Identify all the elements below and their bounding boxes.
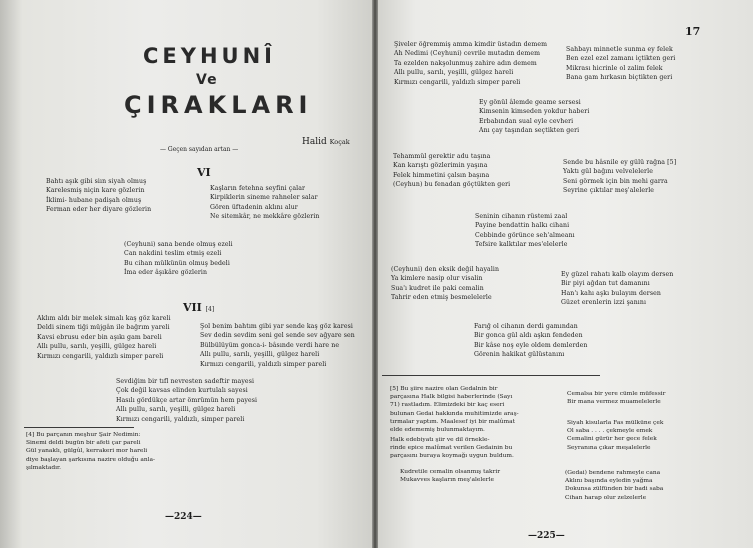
verse-line: Can nakdini teslim etmiş ezeli: [124, 250, 222, 258]
verse-line: Şiveler öğremmiş amma kimdir üstadın demem: [394, 41, 548, 48]
verse-line: (Ceyhuni) den eksik değil hayalin: [391, 266, 500, 273]
verse-line: Sua'ı kudret ile paki cemalin: [391, 284, 484, 292]
verse-line: Felek himmetini çalsın başına: [393, 171, 490, 179]
footnote-line: Bir mana vermez muamelelerle: [567, 399, 661, 406]
footnote-line: Gül yanaklı, gülgûl, kerrakeri mor hareli: [26, 448, 148, 455]
verse-line: Kırmızı cengarili, yaldızlı simper pareli: [394, 78, 521, 86]
footnote-line: diye başlayan şarkısına nazire olduğu anla-: [26, 456, 156, 463]
verse-line: Kırmızı cengarili, yaldızlı, simper pareli: [116, 415, 245, 423]
verse-line: Sev dedin sevdim seni gel sende sev ağyare sen: [200, 332, 355, 340]
page-number-left: —224—: [165, 512, 202, 522]
title-ciraklari: ÇIRAKLARI: [124, 91, 313, 119]
footnote-right-verse-1: [567, 390, 665, 406]
verse-line: Karelesmiş niçin kare gözlerin: [46, 187, 145, 195]
previous-issue-note: — Geçen sayıdan artan —: [160, 146, 239, 153]
footnote-line: parçasına Halk bilgisi haberlerinde (Sayı: [390, 394, 513, 401]
verse-line: Ne sitemkâr, ne mekkâre gözlerin: [210, 213, 320, 221]
section-vii-numeral: VII: [183, 301, 202, 314]
page-number-right: —225—: [528, 531, 565, 541]
verse-line: Bülbülüyüm gonca-i- bâsınde verdi hare ne: [200, 341, 340, 349]
vii-right-stanza: [200, 322, 355, 369]
verse-line: Mikrası hicrinle ol zalim felek: [566, 64, 663, 72]
verse-line: Bir gonca gül aldı aşkın fendeden: [474, 332, 583, 340]
author-surname: Koçak: [329, 138, 350, 146]
verse-line: Ya kimlere nasip olur visalin: [391, 275, 483, 283]
verse-line: Sende bu hâsnile ey gülü rağna [5]: [563, 159, 677, 166]
footnote-5-continued: [390, 436, 514, 461]
footnote-line: Dokunsa zülfünden bir badi saba: [565, 486, 664, 493]
verse-line: Hasılı gördükçe artar ömrümün hem payesi: [116, 396, 258, 404]
footnote-line: Cihan harap olur zelzelerle: [565, 494, 647, 501]
footnote-line: 71) rastladım. Elimizdeki bir kaç eseri: [390, 402, 505, 409]
verse-line: Seyrine çıktılar meş'alelerle: [563, 187, 655, 195]
verse-line: Şol benim bahtım gibi yar sende kaş göz karesi: [200, 323, 353, 330]
verse-line: Görenin hakikat gülüstanını: [474, 351, 565, 359]
verse-line: Yaktı gül bağını velvelelerle: [563, 168, 653, 176]
block4-stanza: [475, 212, 575, 250]
footnote-line: Siyah kisularla Fas mülküne çek: [567, 420, 664, 426]
author-first-name: Halid: [302, 137, 327, 147]
block5-left-stanza: [391, 265, 499, 303]
verse-line: Deldi sinem tiği müjgân ile bağrım yareli: [37, 324, 170, 332]
footnote-line: parçasını buraya koymağı uygun buldum.: [390, 453, 514, 460]
title-ceyhuni: CEYHUNÎ: [143, 44, 276, 68]
footnote-rule: [382, 375, 600, 376]
verse-line: Erbabından sual eyle cevheri: [479, 117, 574, 125]
footnote-line: bulunan Gedai hakkında muhitimizde araş-: [390, 410, 519, 417]
block1-left-stanza: [394, 40, 547, 87]
verse-line: Ey gönül âlemde geame sersesi: [479, 99, 581, 106]
footnote-line: rinde epice malûmat verilen Gedainin bu: [390, 445, 513, 452]
footnote-5-verse: [400, 468, 500, 484]
verse-line: Allı pullu, sarılı, yeşilli, gülgez hareli: [394, 69, 514, 77]
verse-line: Han'ı kahı aşkı bulayım dersen: [561, 289, 661, 297]
footnote-line: tırmalar yaptım. Maalesef iyi bir malûmat: [390, 418, 515, 425]
verse-line: Ah Nedimi (Ceyhuni) cevrile mutadın demem: [394, 50, 541, 58]
title-ve: Ve: [196, 72, 218, 88]
verse-line: Güzet erenlerin izzi şanını: [561, 299, 647, 307]
footnote-line: Kudretile cemalin olsanmış takrir: [400, 469, 501, 475]
verse-line: İma eder âşıkâre gözlerin: [124, 269, 208, 277]
verse-line: Sahbayı minnetle sunma ey felek: [566, 46, 673, 53]
verse-line: Tahrir eden etmiş besmelelerle: [391, 294, 492, 302]
verse-line: Anı çay taşından seçtikten geri: [479, 127, 580, 135]
block3-right-stanza: [563, 158, 676, 196]
section-vii-heading: [183, 301, 214, 314]
verse-line: Kirpiklerin sineme rahneler salar: [210, 194, 318, 202]
vi-right-stanza: [210, 184, 320, 222]
footnote-line: şılmaktadır.: [26, 464, 62, 471]
right-page: [378, 0, 753, 548]
verse-line: Ta ezelden nakşolunmuş zahire adın demem: [394, 59, 537, 67]
verse-line: Bana gam hırkasın biçtikten geri: [566, 74, 673, 82]
footnote-5: [390, 385, 519, 434]
footnote-line: Mukavves kaşların meş'alelerle: [400, 477, 494, 484]
verse-line: Cebbinde görünce seh'almeanı: [475, 231, 575, 239]
footnote-line: Cemalsa bir yere cümle müfessir: [567, 391, 666, 397]
section-vii-ref: [4]: [205, 306, 215, 313]
footnote-line: [5] Bu şiire nazire olan Gedalnin bir: [390, 386, 498, 392]
block5-right-stanza: [561, 270, 673, 308]
verse-line: Ey güzel rahatı kalb olayım dersen: [561, 271, 674, 278]
verse-line: Bir piyi ağdan tut damanını: [561, 280, 650, 288]
verse-line: Gören üftadenin aklını alur: [210, 203, 298, 211]
footnote-4: [26, 431, 155, 472]
footnote-right-verse-2: [567, 419, 663, 452]
verse-line: İklimi- hubane padişah olmuş: [46, 196, 142, 204]
verse-line: Bahtı aşık gibi siın siyah olmuş: [46, 178, 147, 185]
verse-line: Bu cihan mülkünün olmuş bedeli: [124, 259, 230, 267]
footnote-line: [4] Bu parçanın meşhur Şair Nedimin:: [26, 432, 141, 438]
verse-line: Kırmızı cengarili, yaldızlı simper pareli: [200, 360, 327, 368]
footnote-line: Cemalini gürür her gece felek: [567, 436, 657, 443]
footnote-rule: [24, 427, 134, 428]
section-vi-heading: VI: [197, 166, 211, 179]
footnote-line: Sinemi deldi bugün bir afeti çar pareli: [26, 440, 141, 447]
verse-line: Allı pullu, sarılı, yeşilli, gülgez hareli: [200, 351, 320, 359]
verse-line: Ben ezel ezel zamanı içtikten geri: [566, 55, 676, 63]
verse-line: Payine bendattin halkı cihani: [475, 222, 570, 230]
verse-line: Seninin cihanın rüstemi zaal: [475, 213, 568, 220]
verse-line: Kaşların fetehna seyfini çalar: [210, 185, 306, 192]
footnote-line: elde edememiş bulunmaktayım.: [390, 427, 485, 434]
verse-line: Bir kâse noş eyle oldem demlerden: [474, 341, 588, 349]
page-corner-number: 17: [685, 25, 701, 38]
verse-line: Allı pullu, sarılı, yeşilli, gülgez hareli: [37, 343, 157, 351]
vi-left-stanza: [46, 177, 151, 215]
footnote-right-verse-3: [565, 469, 663, 502]
verse-line: Tehammül gerektir adu taşına: [393, 153, 491, 160]
footnote-line: Ol saba . . . . çekmeyle emek: [567, 428, 653, 435]
verse-line: Kırmızı cengarili, yaldızlı simper pareli: [37, 352, 164, 360]
verse-line: Kavsi ebrusu eder bin aşıkı gam bareli: [37, 333, 162, 341]
verse-line: Çok değil kavsas elinden kurtulalı sayesi: [116, 387, 248, 395]
verse-line: Allı pullu, sarılı, yeşilli, gülgez hareli: [116, 406, 236, 414]
verse-line: Seni görmek için bin mehi garra: [563, 177, 668, 185]
block6-stanza: [474, 322, 587, 360]
verse-line: Kimsenin kimseden yokdur haberi: [479, 108, 590, 116]
verse-line: Aklım aldı bir melek simalı kaş göz kareli: [37, 315, 171, 322]
block2-stanza: [479, 98, 589, 136]
footnote-line: (Gedai) bendene rahmeyle cana: [565, 470, 661, 476]
footnote-line: Aklını başında eyledin yağma: [565, 478, 653, 485]
vii-center-stanza: [116, 377, 257, 424]
author-name: [302, 137, 350, 147]
verse-line: Sevdiğim bir tıfl nevresten sadeftir mayesi: [116, 378, 255, 385]
block3-left-stanza: [393, 152, 510, 190]
vii-left-stanza: [37, 314, 171, 361]
vi-center-stanza: [124, 240, 233, 278]
verse-line: Ferman eder her diyare gözlerin: [46, 206, 152, 214]
block1-right-stanza: [566, 45, 675, 83]
verse-line: Farığ ol cihanın derdi gamından: [474, 323, 578, 330]
left-page: [0, 0, 372, 548]
verse-line: (Ceyhuni) sana bende olmuş ezeli: [124, 241, 233, 248]
verse-line: (Ceyhun) bu fenadan göçtükten geri: [393, 181, 511, 189]
verse-line: Tefsire kalktılar mes'elelerle: [475, 241, 568, 249]
verse-line: Kan karıştı gözlerimin yaşına: [393, 162, 488, 170]
footnote-line: Seyranına çıkar meşalelerle: [567, 444, 651, 451]
footnote-line: Halk edebiyatı şiir ve dil örnekle-: [390, 437, 490, 443]
